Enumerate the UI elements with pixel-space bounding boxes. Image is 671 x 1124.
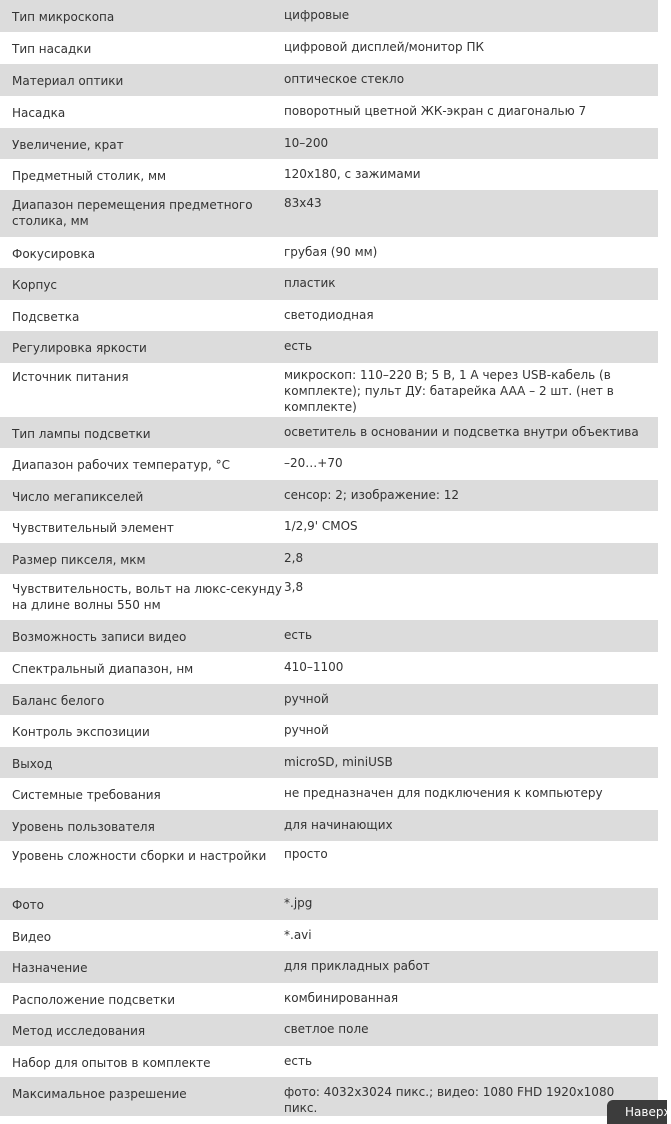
spec-label: Фото: [0, 888, 284, 920]
spec-label: Метод исследования: [0, 1014, 284, 1046]
spec-label: Уровень сложности сборки и настройки: [0, 841, 284, 888]
spec-value: светодиодная: [284, 300, 658, 331]
spec-label: Видео: [0, 920, 284, 951]
spec-value: оптическое стекло: [284, 64, 658, 96]
spec-row: [0, 983, 658, 1014]
spec-label: Регулировка яркости: [0, 331, 284, 363]
spec-label: Фокусировка: [0, 237, 284, 268]
spec-value: не предназначен для подключения к компьютеру: [284, 778, 658, 810]
spec-row: [0, 0, 658, 32]
spec-row: [0, 1014, 658, 1046]
spec-value: для начинающих: [284, 810, 658, 841]
spec-value: ручной: [284, 715, 658, 747]
spec-row: [0, 1077, 658, 1116]
spec-row: [0, 1046, 658, 1077]
spec-row: [0, 920, 658, 951]
spec-row: [0, 511, 658, 543]
spec-value: *.jpg: [284, 888, 658, 920]
spec-row: [0, 715, 658, 747]
spec-row: [0, 448, 658, 480]
spec-value: ручной: [284, 684, 658, 715]
spec-label: Чувствительный элемент: [0, 511, 284, 543]
spec-label: Расположение подсветки: [0, 983, 284, 1014]
spec-row: [0, 480, 658, 511]
spec-label: Контроль экспозиции: [0, 715, 284, 747]
spec-row: [0, 841, 658, 888]
spec-label: Возможность записи видео: [0, 620, 284, 652]
spec-label: Назначение: [0, 951, 284, 983]
spec-value: микроскоп: 110–220 В; 5 В, 1 А через USB-кабель (в комплекте); пульт ДУ: батарейка AAA – 2 шт. (нет в комплекте): [284, 363, 658, 417]
spec-value: –20…+70: [284, 448, 658, 480]
spec-value: для прикладных работ: [284, 951, 658, 983]
spec-label: Насадка: [0, 96, 284, 128]
spec-row: [0, 237, 658, 268]
spec-value: комбинированная: [284, 983, 658, 1014]
spec-row: [0, 652, 658, 684]
spec-label: Корпус: [0, 268, 284, 300]
spec-row: [0, 363, 658, 417]
spec-label: Выход: [0, 747, 284, 778]
spec-value: 1/2,9' CMOS: [284, 511, 658, 543]
spec-value: 410–1100: [284, 652, 658, 684]
spec-row: [0, 778, 658, 810]
spec-label: Тип микроскопа: [0, 0, 284, 32]
spec-row: [0, 96, 658, 128]
spec-row: [0, 417, 658, 448]
spec-label: Предметный столик, мм: [0, 159, 284, 190]
spec-value: сенсор: 2; изображение: 12: [284, 480, 658, 511]
spec-label: Тип насадки: [0, 32, 284, 64]
spec-row: [0, 159, 658, 190]
spec-row: [0, 574, 658, 620]
spec-label: Уровень пользователя: [0, 810, 284, 841]
spec-row: [0, 747, 658, 778]
spec-label: Диапазон перемещения предметного столика, мм: [0, 190, 284, 237]
spec-value: фото: 4032x3024 пикс.; видео: 1080 FHD 1920x1080 пикс.: [284, 1077, 658, 1116]
spec-row: [0, 128, 658, 159]
spec-value: *.avi: [284, 920, 658, 951]
spec-label: Число мегапикселей: [0, 480, 284, 511]
spec-row: [0, 300, 658, 331]
spec-label: Баланс белого: [0, 684, 284, 715]
spec-label: Источник питания: [0, 363, 284, 417]
spec-value: светлое поле: [284, 1014, 658, 1046]
spec-label: Материал оптики: [0, 64, 284, 96]
spec-row: [0, 32, 658, 64]
spec-value: осветитель в основании и подсветка внутри объектива: [284, 417, 658, 448]
spec-value: 120x180, с зажимами: [284, 159, 658, 190]
spec-label: Тип лампы подсветки: [0, 417, 284, 448]
spec-label: Набор для опытов в комплекте: [0, 1046, 284, 1077]
spec-label: Системные требования: [0, 778, 284, 810]
spec-value: есть: [284, 1046, 658, 1077]
spec-label: Чувствительность, вольт на люкс-секунду на длине волны 550 нм: [0, 574, 284, 620]
spec-value: цифровые: [284, 0, 658, 32]
spec-value: есть: [284, 620, 658, 652]
spec-label: Максимальное разрешение: [0, 1077, 284, 1116]
spec-value: просто: [284, 841, 658, 888]
spec-value: microSD, miniUSB: [284, 747, 658, 778]
spec-value: 83x43: [284, 190, 658, 237]
spec-label: Спектральный диапазон, нм: [0, 652, 284, 684]
spec-row: [0, 64, 658, 96]
spec-label: Подсветка: [0, 300, 284, 331]
spec-row: [0, 951, 658, 983]
spec-value: грубая (90 мм): [284, 237, 658, 268]
spec-row: [0, 268, 658, 300]
spec-label: Увеличение, крат: [0, 128, 284, 159]
spec-row: [0, 543, 658, 574]
spec-row: [0, 888, 658, 920]
spec-value: 2,8: [284, 543, 658, 574]
spec-value: 10–200: [284, 128, 658, 159]
spec-label: Диапазон рабочих температур, °С: [0, 448, 284, 480]
spec-value: цифровой дисплей/монитор ПК: [284, 32, 658, 64]
spec-value: есть: [284, 331, 658, 363]
spec-row: [0, 331, 658, 363]
spec-label: Размер пикселя, мкм: [0, 543, 284, 574]
spec-value: 3,8: [284, 574, 658, 620]
spec-value: пластик: [284, 268, 658, 300]
spec-value: поворотный цветной ЖК-экран с диагональю 7: [284, 96, 658, 128]
scroll-top-button[interactable]: Наверх: [607, 1100, 667, 1124]
spec-row: [0, 190, 658, 237]
spec-row: [0, 620, 658, 652]
spec-row: [0, 684, 658, 715]
spec-row: [0, 810, 658, 841]
